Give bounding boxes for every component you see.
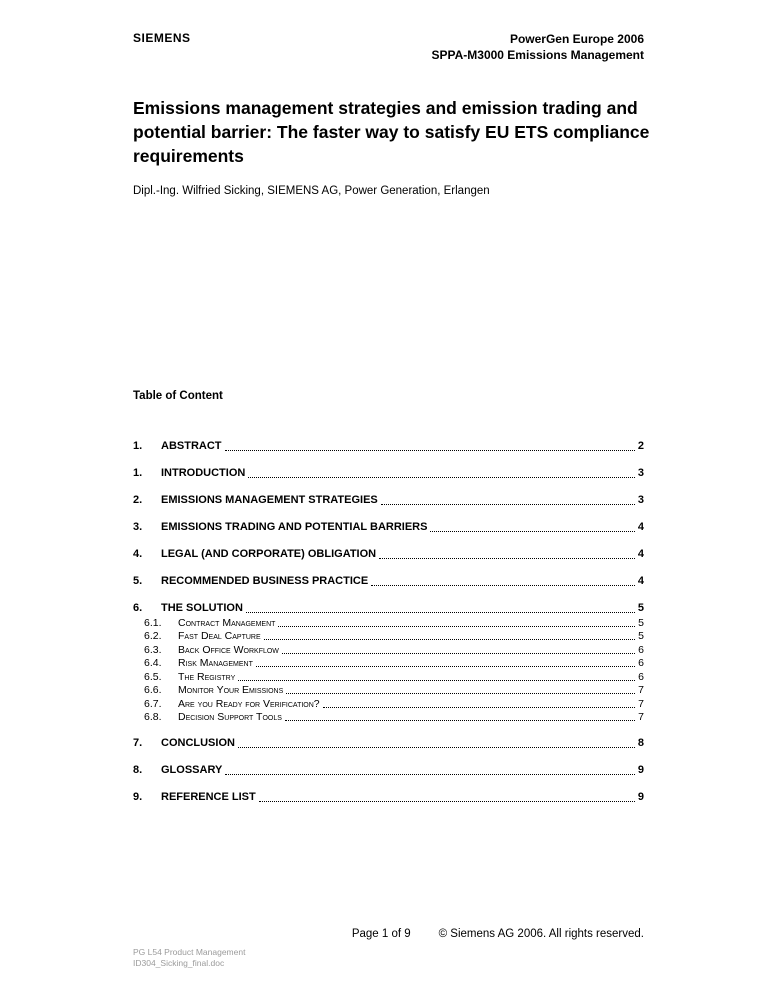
toc-entry-number: 6.2. [144, 630, 162, 642]
toc-dot-leader [371, 585, 635, 586]
document-meta [133, 947, 245, 969]
toc-entry [133, 601, 644, 615]
toc-entry-label: Are you Ready for Verification? [178, 697, 320, 710]
toc-entry-label: RECOMMENDED BUSINESS PRACTICE [161, 575, 369, 587]
toc-entry [133, 547, 644, 561]
toc-entry-label: LEGAL (AND CORPORATE) OBLIGATION [161, 548, 377, 560]
toc-entry-page: 7 [638, 697, 644, 710]
toc-entry-page: 6 [638, 670, 644, 683]
toc-entry-page: 4 [637, 575, 644, 587]
header-right-block [431, 31, 644, 63]
toc-entry-label: EMISSIONS MANAGEMENT STRATEGIES [161, 494, 378, 506]
conference-title: PowerGen Europe 2006 [509, 32, 644, 46]
toc-dot-leader [248, 477, 635, 478]
toc-entry [133, 684, 644, 696]
toc-entry-number: 9. [133, 791, 143, 803]
toc-entry [133, 657, 644, 669]
toc-dot-leader [259, 801, 635, 802]
toc-entry-page: 4 [637, 521, 644, 533]
toc-entry-label: ABSTRACT [161, 440, 222, 452]
toc-dot-leader [381, 504, 635, 505]
toc-entry-page: 6 [638, 643, 644, 656]
toc-entry [133, 617, 644, 629]
toc-entry-label: THE SOLUTION [161, 602, 243, 614]
toc-dot-leader [238, 680, 635, 681]
toc-entry-page: 7 [638, 711, 644, 723]
doc-meta-line1: PG L54 Product Management [133, 947, 246, 957]
toc-entry-number: 6.7. [144, 697, 162, 710]
toc-entry [133, 790, 644, 804]
toc-entry-page: 9 [637, 791, 644, 803]
toc-entry-page: 6 [638, 657, 644, 669]
footer-line [133, 928, 644, 940]
toc-entry-label: REFERENCE LIST [161, 791, 256, 803]
toc-entry-number: 6.8. [144, 711, 162, 723]
toc-entry-page: 5 [638, 630, 644, 642]
toc-entry-label: EMISSIONS TRADING AND POTENTIAL BARRIERS [161, 521, 428, 533]
toc-entry-label: Monitor Your Emissions [178, 684, 284, 696]
toc-entry-number: 6.5. [144, 670, 162, 683]
toc-entry [133, 439, 644, 453]
toc-list [133, 426, 644, 804]
toc-entry-page: 4 [637, 548, 644, 560]
toc-entry-label: CONCLUSION [161, 737, 235, 749]
toc-entry [133, 466, 644, 480]
toc-dot-leader [246, 612, 635, 613]
toc-entry-label: The Registry [178, 670, 236, 683]
toc-entry-label: GLOSSARY [161, 764, 223, 776]
toc-dot-leader [225, 450, 635, 451]
toc-dot-leader [323, 707, 636, 708]
toc-entry-number: 6.6. [144, 684, 162, 696]
toc-dot-leader [278, 626, 635, 627]
toc-entry-page: 8 [637, 737, 644, 749]
toc-dot-leader [430, 531, 634, 532]
toc-entry-number: 8. [133, 764, 143, 776]
toc-entry-page: 3 [637, 467, 644, 479]
toc-entry-number: 4. [133, 548, 143, 560]
toc-entry-page: 2 [637, 440, 644, 452]
toc-dot-leader [285, 720, 635, 721]
toc-entry [133, 574, 644, 588]
toc-dot-leader [282, 653, 635, 654]
toc-entry-number: 2. [133, 494, 143, 506]
toc-entry-page: 9 [637, 764, 644, 776]
paper-title: Emissions management strategies and emission trading and potential barrier: The faster way to satisfy EU ETS compliance requirements [133, 98, 650, 166]
toc-heading: Table of Content [133, 390, 223, 402]
toc-entry [133, 763, 644, 777]
toc-entry-number: 5. [133, 575, 143, 587]
toc-entry-number: 6.1. [144, 616, 162, 629]
toc-entry-label: Fast Deal Capture [178, 630, 261, 642]
toc-entry-number: 1. [133, 467, 143, 479]
toc-dot-leader [238, 747, 635, 748]
copyright-notice: © Siemens AG 2006. All rights reserved. [438, 928, 644, 940]
toc-entry-page: 5 [638, 616, 644, 629]
product-subtitle: SPPA-M3000 Emissions Management [431, 48, 644, 62]
toc-dot-leader [264, 639, 636, 640]
toc-entry [133, 736, 644, 750]
toc-entry [133, 671, 644, 683]
toc-entry-number: 3. [133, 521, 143, 533]
toc-entry-number: 6. [133, 602, 143, 614]
page-number: Page 1 of 9 [351, 928, 411, 940]
toc-dot-leader [256, 666, 635, 667]
toc-entry-number: 6.3. [144, 643, 162, 656]
toc-entry [133, 644, 644, 656]
toc-entry-label: Back Office Workflow [178, 643, 279, 656]
toc-entry [133, 711, 644, 723]
toc-entry [133, 698, 644, 710]
toc-entry-number: 1. [133, 440, 143, 452]
author-line: Dipl.-Ing. Wilfried Sicking, SIEMENS AG, Power Generation, Erlangen [133, 185, 490, 197]
siemens-logo-text: SIEMENS [133, 31, 191, 45]
toc-entry-label: Decision Support Tools [178, 711, 282, 723]
toc-entry [133, 493, 644, 507]
toc-dot-leader [225, 774, 635, 775]
toc-entry-label: INTRODUCTION [161, 467, 246, 479]
toc-entry-page: 5 [637, 602, 644, 614]
toc-dot-leader [379, 558, 635, 559]
toc-entry [133, 630, 644, 642]
toc-entry-page: 7 [638, 684, 644, 696]
toc-dot-leader [286, 693, 635, 694]
toc-entry-label: Risk Management [178, 657, 253, 669]
toc-entry-label: Contract Management [178, 616, 276, 629]
toc-entry-number: 6.4. [144, 657, 162, 669]
page-header [133, 31, 644, 63]
toc-entry-page: 3 [637, 494, 644, 506]
toc-entry-number: 7. [133, 737, 143, 749]
doc-meta-line2: ID304_Sicking_final.doc [133, 958, 225, 968]
toc-entry [133, 520, 644, 534]
